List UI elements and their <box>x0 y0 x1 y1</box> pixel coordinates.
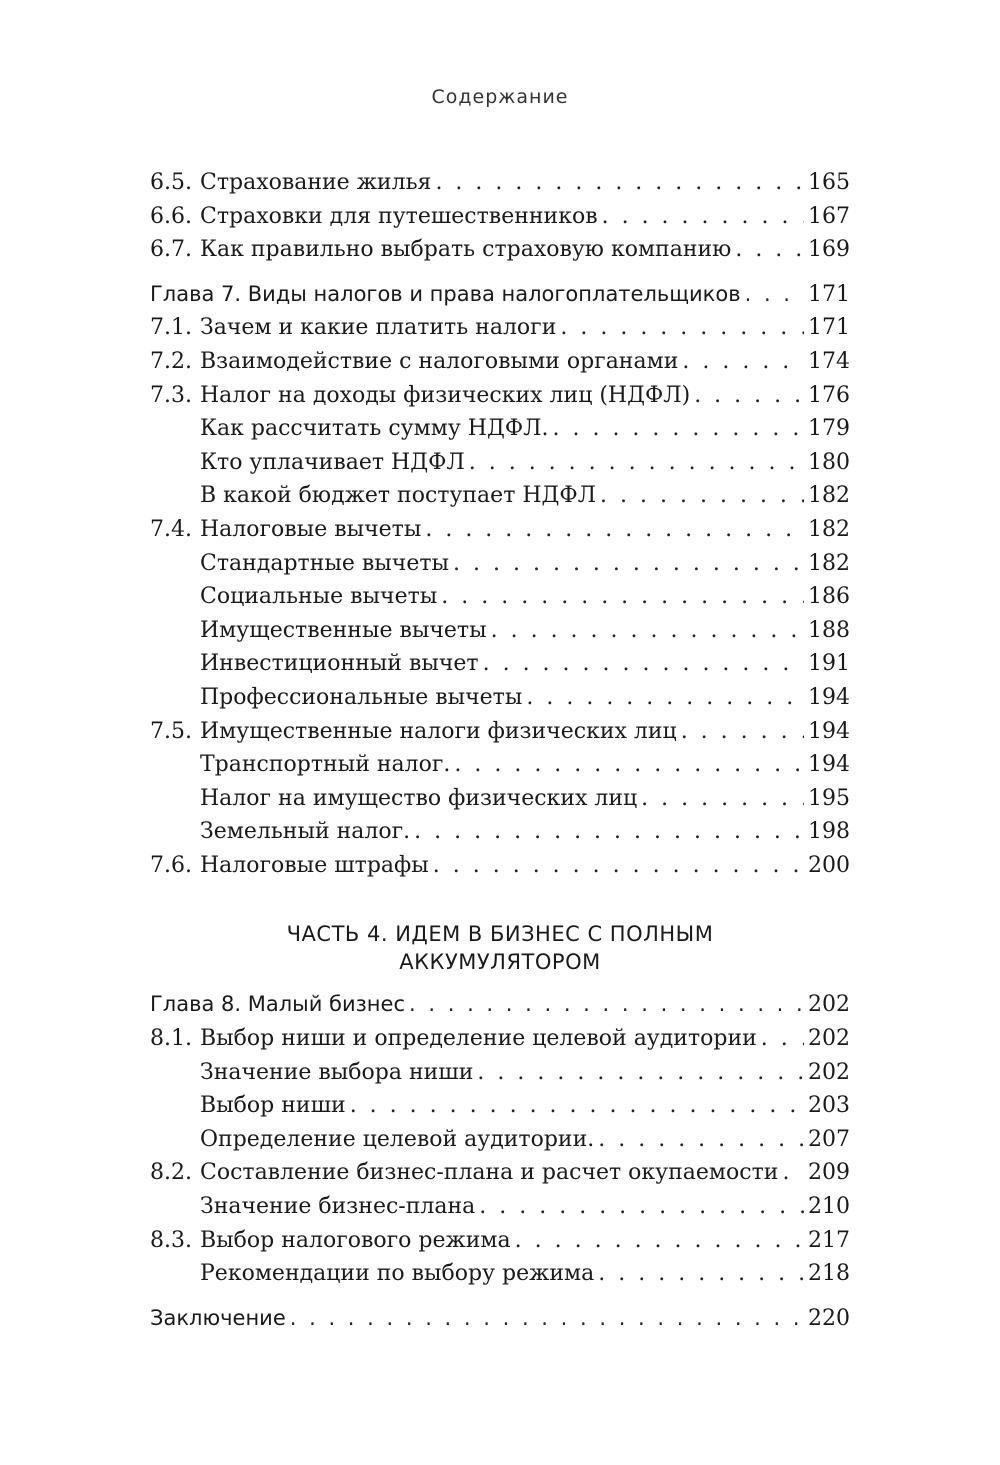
toc-entry[interactable] <box>150 1022 850 1056</box>
dot-leader <box>453 547 804 581</box>
toc-entry[interactable] <box>150 715 850 749</box>
toc-title: Как правильно выбрать страховую компанию <box>200 237 732 263</box>
toc-page: 191 <box>808 651 850 677</box>
toc-subentry[interactable] <box>150 748 850 782</box>
toc-title: Инвестиционный вычет <box>200 651 479 677</box>
dot-leader <box>526 681 804 715</box>
dot-leader <box>479 1190 804 1224</box>
toc-page: 176 <box>808 382 850 408</box>
toc-title: Выбор ниши и определение целевой аудитории <box>200 1026 757 1052</box>
toc-number: 8.3. <box>150 1227 192 1253</box>
toc-page: 200 <box>808 852 850 878</box>
toc-subentry[interactable] <box>150 580 850 614</box>
toc-entry[interactable] <box>150 166 850 200</box>
dot-leader <box>552 412 804 446</box>
dot-leader <box>682 345 804 379</box>
toc-conclusion[interactable] <box>150 1302 850 1336</box>
toc-entry[interactable] <box>150 1224 850 1258</box>
toc-page: 174 <box>808 348 850 374</box>
toc-title: Страхование жилья <box>200 170 432 195</box>
toc-title: Имущественные вычеты <box>200 617 487 643</box>
toc-title: Значение выбора ниши <box>200 1059 474 1085</box>
toc-page: 165 <box>808 170 850 195</box>
dot-leader <box>433 849 804 883</box>
toc-page: 195 <box>808 785 850 811</box>
toc-number: 7.2. <box>150 348 192 374</box>
dot-leader <box>641 782 804 816</box>
toc-title: Взаимодействие с налоговыми органами <box>200 348 679 374</box>
toc-number: 6.5. <box>150 170 192 195</box>
toc-page: 182 <box>808 483 850 509</box>
toc-subentry[interactable] <box>150 1190 850 1224</box>
dot-leader <box>290 1302 804 1336</box>
dot-leader <box>469 446 804 480</box>
toc-number: 7.3. <box>150 382 192 408</box>
dot-leader <box>350 1089 804 1123</box>
toc-subentry[interactable] <box>150 479 850 513</box>
chapter-page: 171 <box>808 281 850 307</box>
toc-title: Значение бизнес-плана <box>200 1194 476 1220</box>
dot-leader <box>694 379 804 413</box>
toc-page: 182 <box>808 516 850 542</box>
toc-title: Имущественные налоги физических лиц <box>200 718 677 744</box>
toc-number: 7.5. <box>150 718 192 744</box>
toc-title: Кто уплачивает НДФЛ <box>200 449 465 475</box>
toc-number: 6.7. <box>150 237 192 263</box>
toc-title: Профессиональные вычеты <box>200 684 523 710</box>
toc-subentry[interactable] <box>150 782 850 816</box>
toc-title: Налоговые штрафы <box>200 852 429 878</box>
toc-subentry[interactable] <box>150 1257 850 1291</box>
dot-leader <box>600 479 804 513</box>
dot-leader <box>745 278 804 312</box>
toc-number: 7.1. <box>150 315 192 341</box>
part-title-line-1: ЧАСТЬ 4. ИДЕМ В БИЗНЕС С ПОЛНЫМ <box>286 922 714 947</box>
toc-subentry[interactable] <box>150 815 850 849</box>
conclusion-page: 220 <box>808 1305 850 1331</box>
toc-page: 218 <box>808 1261 850 1287</box>
dot-leader <box>483 647 804 681</box>
toc-subentry[interactable] <box>150 1123 850 1157</box>
toc-chapter-8[interactable] <box>150 988 850 1022</box>
part-4-heading <box>150 920 850 976</box>
toc-page: 217 <box>808 1227 850 1253</box>
toc-number: 7.4. <box>150 516 192 542</box>
dot-leader <box>602 200 804 234</box>
toc-entry[interactable] <box>150 1156 850 1190</box>
toc-page: 179 <box>808 416 850 442</box>
toc-subentry[interactable] <box>150 1089 850 1123</box>
dot-leader <box>477 1056 804 1090</box>
toc-title: Рекомендации по выбору режима <box>200 1261 595 1287</box>
toc-page: 194 <box>808 752 850 778</box>
toc-subentry[interactable] <box>150 681 850 715</box>
dot-leader <box>491 614 804 648</box>
toc-page: 188 <box>808 617 850 643</box>
toc-page: 169 <box>808 237 850 263</box>
toc-number: 8.2. <box>150 1160 192 1186</box>
chapter-title: Глава 8. Малый бизнес <box>150 992 406 1017</box>
toc-title: Социальные вычеты <box>200 584 438 610</box>
part-title-line-2: АККУМУЛЯТОРОМ <box>399 950 601 975</box>
dot-leader <box>515 1224 804 1258</box>
toc-number: 8.1. <box>150 1026 192 1052</box>
dot-leader <box>681 715 804 749</box>
toc-entry[interactable] <box>150 311 850 345</box>
toc-subentry[interactable] <box>150 446 850 480</box>
toc-subentry[interactable] <box>150 1056 850 1090</box>
dot-leader <box>735 233 804 267</box>
toc-entry[interactable] <box>150 379 850 413</box>
running-head: Содержание <box>431 86 569 108</box>
toc-title: Налог на имущество физических лиц <box>200 785 638 811</box>
toc-page: 167 <box>808 203 850 229</box>
dot-leader <box>425 513 804 547</box>
toc-title: Транспортный налог. <box>200 752 451 778</box>
conclusion-title: Заключение <box>150 1305 286 1330</box>
toc-page: 207 <box>808 1126 850 1152</box>
toc-page: 198 <box>808 819 850 845</box>
toc-title: Налог на доходы физических лиц (НДФЛ) <box>200 382 691 408</box>
dot-leader <box>598 1123 804 1157</box>
dot-leader <box>782 1156 804 1190</box>
dot-leader <box>454 748 804 782</box>
chapter-page: 202 <box>808 992 850 1018</box>
toc-chapter-7[interactable] <box>150 278 850 312</box>
toc-entry[interactable] <box>150 849 850 883</box>
toc-page: 210 <box>808 1194 850 1220</box>
toc-title: Стандартные вычеты <box>200 550 450 576</box>
toc-page: 180 <box>808 449 850 475</box>
toc-subentry[interactable] <box>150 647 850 681</box>
dot-leader <box>761 1022 804 1056</box>
toc-entry[interactable] <box>150 200 850 234</box>
toc-title: Составление бизнес-плана и расчет окупаемости <box>200 1160 779 1186</box>
toc-title: Выбор налогового режима <box>200 1227 511 1253</box>
table-of-contents <box>150 166 850 1335</box>
toc-page: 186 <box>808 584 850 610</box>
toc-title: Зачем и какие платить налоги <box>200 315 557 341</box>
toc-page: 194 <box>808 684 850 710</box>
toc-page: 182 <box>808 550 850 576</box>
toc-number: 6.6. <box>150 203 192 229</box>
toc-title: Выбор ниши <box>200 1093 346 1119</box>
toc-title: В какой бюджет поступает НДФЛ <box>200 483 597 509</box>
toc-subentry[interactable] <box>150 547 850 581</box>
toc-page: 202 <box>808 1026 850 1052</box>
toc-page: 209 <box>808 1160 850 1186</box>
dot-leader <box>414 815 804 849</box>
toc-title: Определение целевой аудитории. <box>200 1126 595 1152</box>
toc-entry[interactable] <box>150 345 850 379</box>
toc-page: 203 <box>808 1093 850 1119</box>
toc-title: Страховки для путешественников <box>200 203 598 229</box>
toc-title: Как рассчитать сумму НДФЛ. <box>200 416 549 442</box>
toc-page: 194 <box>808 718 850 744</box>
toc-entry[interactable] <box>150 513 850 547</box>
toc-page: 171 <box>808 315 850 341</box>
dot-leader <box>435 166 804 200</box>
dot-leader <box>441 580 804 614</box>
dot-leader <box>598 1257 804 1291</box>
toc-number: 7.6. <box>150 852 192 878</box>
chapter-title: Глава 7. Виды налогов и права налогоплательщиков <box>150 281 741 306</box>
toc-subentry[interactable] <box>150 412 850 446</box>
toc-title: Земельный налог. <box>200 819 411 845</box>
toc-entry[interactable] <box>150 233 850 267</box>
dot-leader <box>409 988 804 1022</box>
toc-subentry[interactable] <box>150 614 850 648</box>
toc-page: 202 <box>808 1059 850 1085</box>
dot-leader <box>560 311 804 345</box>
toc-title: Налоговые вычеты <box>200 516 422 542</box>
